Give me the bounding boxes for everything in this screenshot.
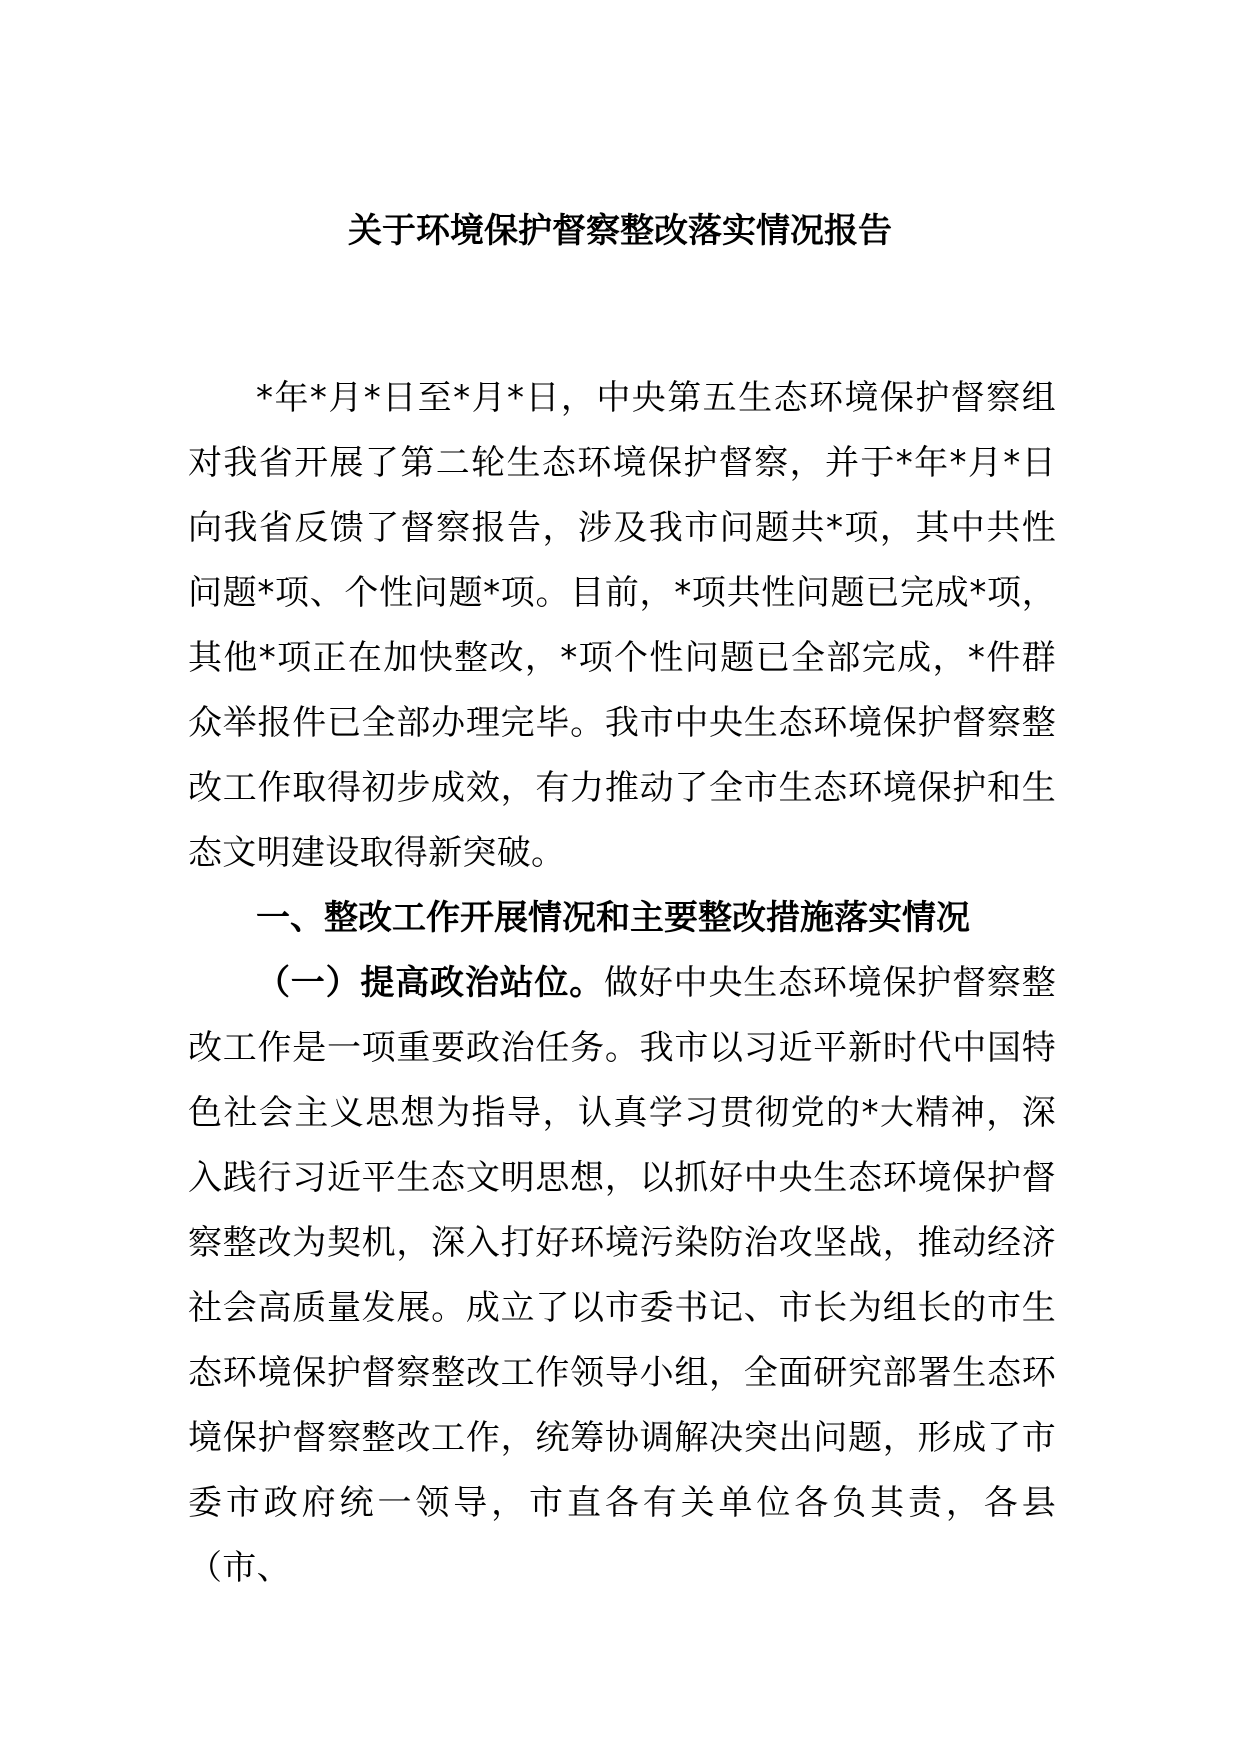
subsection-paragraph — [188, 951, 1056, 1601]
section-heading: 一、整改工作开展情况和主要整改措施落实情况 — [256, 898, 970, 938]
document-body — [188, 366, 1056, 1601]
document-title: 关于环境保护督察整改落实情况报告 — [348, 211, 892, 251]
subsection-text: 做好中央生态环境保护督察整改工作是一项重要政治任务。我市以习近平新时代中国特色社会主义思想为指导，认真学习贯彻党的*大精神，深入践行习近平生态文明思想，以抓好中央生态环境保护督察整改为契机，深入打好环境污染防治攻坚战，推动经济社会高质量发展。成立了以市委书记、市长为组长的市生态环境保护督察整改工作领导小组，全面研究部署生态环境保护督察整改工作，统筹协调解决突出问题，形成了市委市政府统一领导，市直各有关单位各负其责，各县（市、 — [188, 963, 1056, 1588]
subsection-heading: （一）提高政治站位。 — [256, 963, 605, 1003]
intro-paragraph: *年*月*日至*月*日，中央第五生态环境保护督察组对我省开展了第二轮生态环境保护督察，并于*年*月*日向我省反馈了督察报告，涉及我市问题共*项，其中共性问题*项、个性问题*项。目前，*项共性问题已完成*项，其他*项正在加快整改，*项个性问题已全部完成，*件群众举报件已全部办理完毕。我市中央生态环境保护督察整改工作取得初步成效，有力推动了全市生态环境保护和生态文明建设取得新突破。 — [188, 378, 1056, 873]
